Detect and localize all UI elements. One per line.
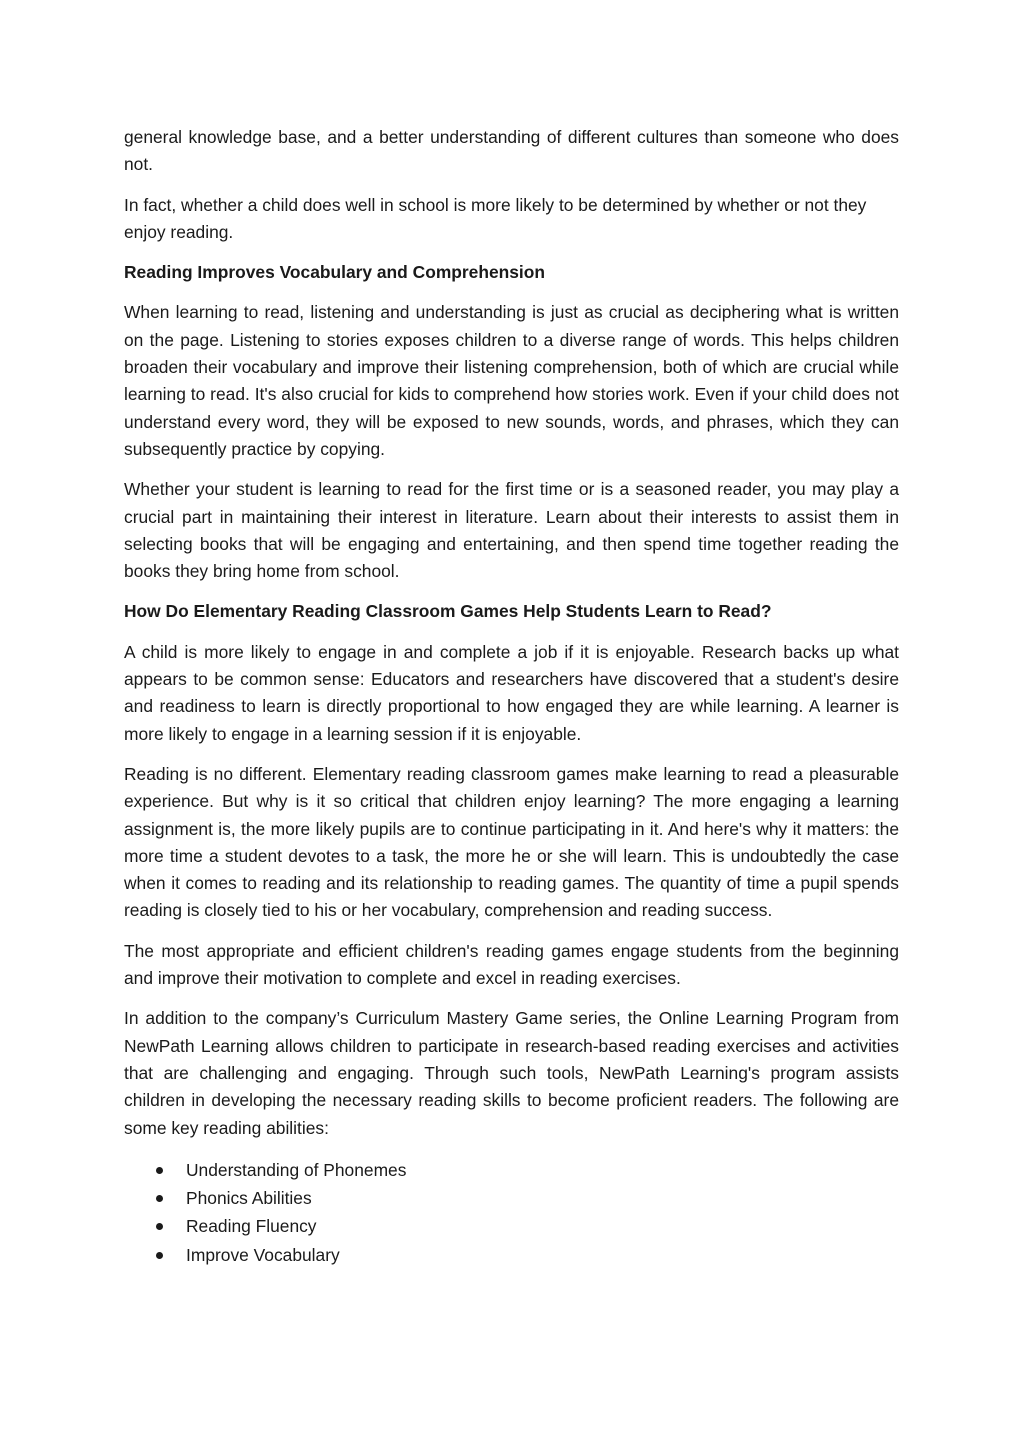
bullet-icon (156, 1252, 163, 1259)
reading-abilities-list (124, 1156, 899, 1269)
list-item-label: Reading Fluency (186, 1216, 317, 1237)
paragraph-newpath-program: In addition to the company’s Curriculum Mastery Game series, the Online Learning Program from NewPath Learning allows children to participate in research-based reading exercises and activities that are challenging and engaging. Through such tools, NewPath Learning's program assists children in developing the necessary reading skills to become proficient readers. The following are some key reading abilities: (124, 1008, 899, 1138)
bullet-icon (156, 1167, 163, 1174)
list-item-label: Improve Vocabulary (186, 1244, 340, 1265)
paragraph-student-interest: Whether your student is learning to read for the first time or is a seasoned reader, you may play a crucial part in maintaining their interest in literature. Learn about their interests to assist them in selecting books that will be engaging and entertaining, and then spend time together reading the books they bring home from school. (124, 479, 899, 582)
list-item-label: Understanding of Phonemes (186, 1159, 407, 1180)
document-page (124, 124, 899, 1269)
paragraph-intro-enjoy-reading: In fact, whether a child does well in school is more likely to be determined by whether or not they enjoy reading. (124, 194, 867, 242)
list-item (124, 1241, 899, 1269)
bullet-icon (156, 1195, 163, 1202)
section-heading-vocabulary: Reading Improves Vocabulary and Comprehension (124, 262, 546, 283)
list-item (124, 1184, 899, 1212)
section-heading-classroom-games: How Do Elementary Reading Classroom Games Help Students Learn to Read? (124, 601, 772, 622)
paragraph-listening: When learning to read, listening and understanding is just as crucial as deciphering what is written on the page. Listening to stories exposes children to a diverse range of words. This helps children broaden their vocabulary and improve their listening comprehension, both of which are crucial while learning to read. It's also crucial for kids to comprehend how stories work. Even if your child does not understand every word, they will be exposed to new sounds, words, and phrases, which they can subsequently practice by copying. (124, 302, 899, 459)
list-item (124, 1212, 899, 1240)
paragraph-intro-continuation: general knowledge base, and a better understanding of different cultures than someone who does not. (124, 127, 899, 175)
paragraph-efficient-games: The most appropriate and efficient children's reading games engage students from the beginning and improve their motivation to complete and excel in reading exercises. (124, 940, 899, 989)
paragraph-reading-games: Reading is no different. Elementary reading classroom games make learning to read a pleasurable experience. But why is it so critical that children enjoy learning? The more engaging a learning assignment is, the more likely pupils are to continue participating in it. And here's why it matters: the more time a student devotes to a task, the more he or she will learn. This is undoubtedly the case when it comes to reading and its relationship to reading games. The quantity of time a pupil spends reading is closely tied to his or her vocabulary, comprehension and reading success. (124, 763, 899, 921)
bullet-icon (156, 1223, 163, 1230)
paragraph-engagement: A child is more likely to engage in and complete a job if it is enjoyable. Research backs up what appears to be common sense: Educators and researchers have discovered that a student's desire and readiness to learn is directly proportional to how engaged they are while learning. A learner is more likely to engage in a learning session if it is enjoyable. (124, 641, 899, 744)
list-item (124, 1156, 899, 1184)
list-item-label: Phonics Abilities (186, 1188, 312, 1209)
